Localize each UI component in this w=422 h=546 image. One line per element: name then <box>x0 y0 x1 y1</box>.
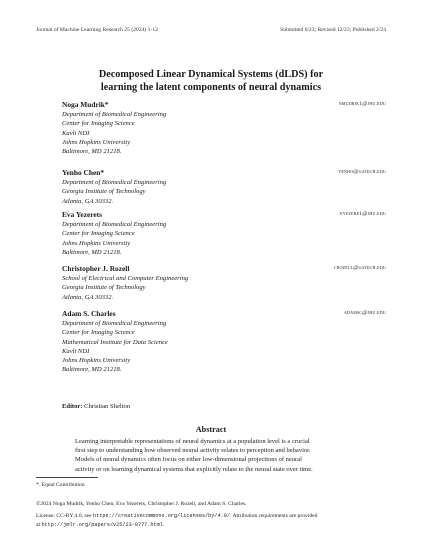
running-header-dates: Submitted 6/23; Revised 12/23; Published 2/24 <box>280 27 386 33</box>
abstract-line: Models of neural dynamics often focus on either low-dimensional projections of neural <box>75 456 302 464</box>
attribution-link[interactable]: http://jmlr.org/papers/v25/23-0777.html <box>41 521 163 528</box>
license-prefix: License: CC-BY 4.0, see <box>36 513 92 519</box>
affiliation-line: Kavli NDI <box>62 347 90 355</box>
affiliation-line: Johns Hopkins University <box>62 357 131 365</box>
author-name: Noga Mudrik* <box>62 100 109 109</box>
affiliation-line: Department of Biomedical Engineering <box>62 179 167 186</box>
abstract-line: Learning interpretable representations of neural dynamics at a population level is a crucial <box>75 438 310 445</box>
affiliation-line: Johns Hopkins University <box>62 138 131 146</box>
author-email[interactable]: nmudrik1@jhu.edu <box>338 101 386 107</box>
attribution-suffix: . <box>162 521 165 528</box>
paper-title <box>0 68 422 94</box>
author-email[interactable]: yenho@gatech.edu <box>338 169 386 175</box>
affiliation-line: Department of Biomedical Engineering <box>62 111 167 118</box>
author-name: Christopher J. Rozell <box>62 264 130 273</box>
affiliation-line: Baltimore, MD 21218. <box>62 248 122 256</box>
attribution-prefix: at <box>36 521 41 528</box>
editor-line <box>62 403 130 410</box>
author-name: Yenho Chen* <box>62 168 105 177</box>
author-block-charles <box>62 309 386 375</box>
abstract-line: first step to understanding how observed neural activity relates to perception and behavior. <box>75 447 311 455</box>
affiliation-line: Atlanta, GA 30332. <box>62 197 114 205</box>
affiliation-line: Center for Imaging Science <box>62 120 135 128</box>
affiliation-line: Johns Hopkins University <box>62 239 131 247</box>
affiliation-line: Center for Imaging Science <box>62 230 135 238</box>
abstract-body <box>75 437 351 474</box>
attribution-line <box>36 521 317 530</box>
affiliation-line: Georgia Institute of Technology <box>62 284 146 292</box>
footnote-rule <box>36 477 98 478</box>
author-email[interactable]: adamsc@jhu.edu <box>343 310 386 316</box>
editor-label: Editor: <box>62 403 83 410</box>
author-name: Adam S. Charles <box>62 309 116 318</box>
author-block-yezerets <box>62 210 386 257</box>
editor-name: Christian Shelton <box>84 403 131 410</box>
title-line-2: learning the latent components of neural dynamics <box>100 82 322 93</box>
author-block-rozell <box>62 264 386 302</box>
affiliation-line: Georgia Institute of Technology <box>62 188 146 196</box>
copyright-notice: ©2024 Noga Mudrik, Yenho Chen, Eva Yezerets, Christopher J. Rozell, and Adam S. Charles. <box>36 501 247 507</box>
affiliation-line: Kavli NDI <box>62 129 90 137</box>
affiliation-line: Mathematical Institute for Data Science <box>62 338 168 346</box>
title-line-1: Decomposed Linear Dynamical Systems (dLDS) for <box>98 69 324 80</box>
author-block-chen <box>62 168 386 206</box>
affiliation-line: Atlanta, GA 30332. <box>62 293 114 301</box>
license-suffix: . Attribution requirements are provided <box>229 513 318 519</box>
footnote-equal-contribution: *. Equal Contribution <box>36 482 85 488</box>
license-line <box>36 512 317 521</box>
license-notice <box>36 512 317 529</box>
author-email[interactable]: crozell@gatech.edu <box>333 265 386 271</box>
affiliation-line: School of Electrical and Computer Engineering <box>62 275 189 282</box>
author-block-mudrik <box>62 100 386 156</box>
author-email[interactable]: eyezere1@jhu.edu <box>340 211 386 217</box>
affiliation-line: Center for Imaging Science <box>62 329 135 337</box>
affiliation-line: Baltimore, MD 21218. <box>62 148 122 156</box>
license-link[interactable]: https://creativecommons.org/licenses/by/4.0/ <box>92 513 230 519</box>
abstract-line: activity or on learning dynamical systems that explicitly relate to the neural state over time. <box>75 465 313 473</box>
affiliation-line: Department of Biomedical Engineering <box>62 221 167 228</box>
affiliation-line: Baltimore, MD 21218. <box>62 366 122 374</box>
author-name: Eva Yezerets <box>62 210 103 219</box>
affiliation-line: Department of Biomedical Engineering <box>62 320 167 327</box>
running-header-journal: Journal of Machine Learning Research 25 (2024) 1-12 <box>36 27 158 33</box>
abstract-heading: Abstract <box>195 425 227 434</box>
